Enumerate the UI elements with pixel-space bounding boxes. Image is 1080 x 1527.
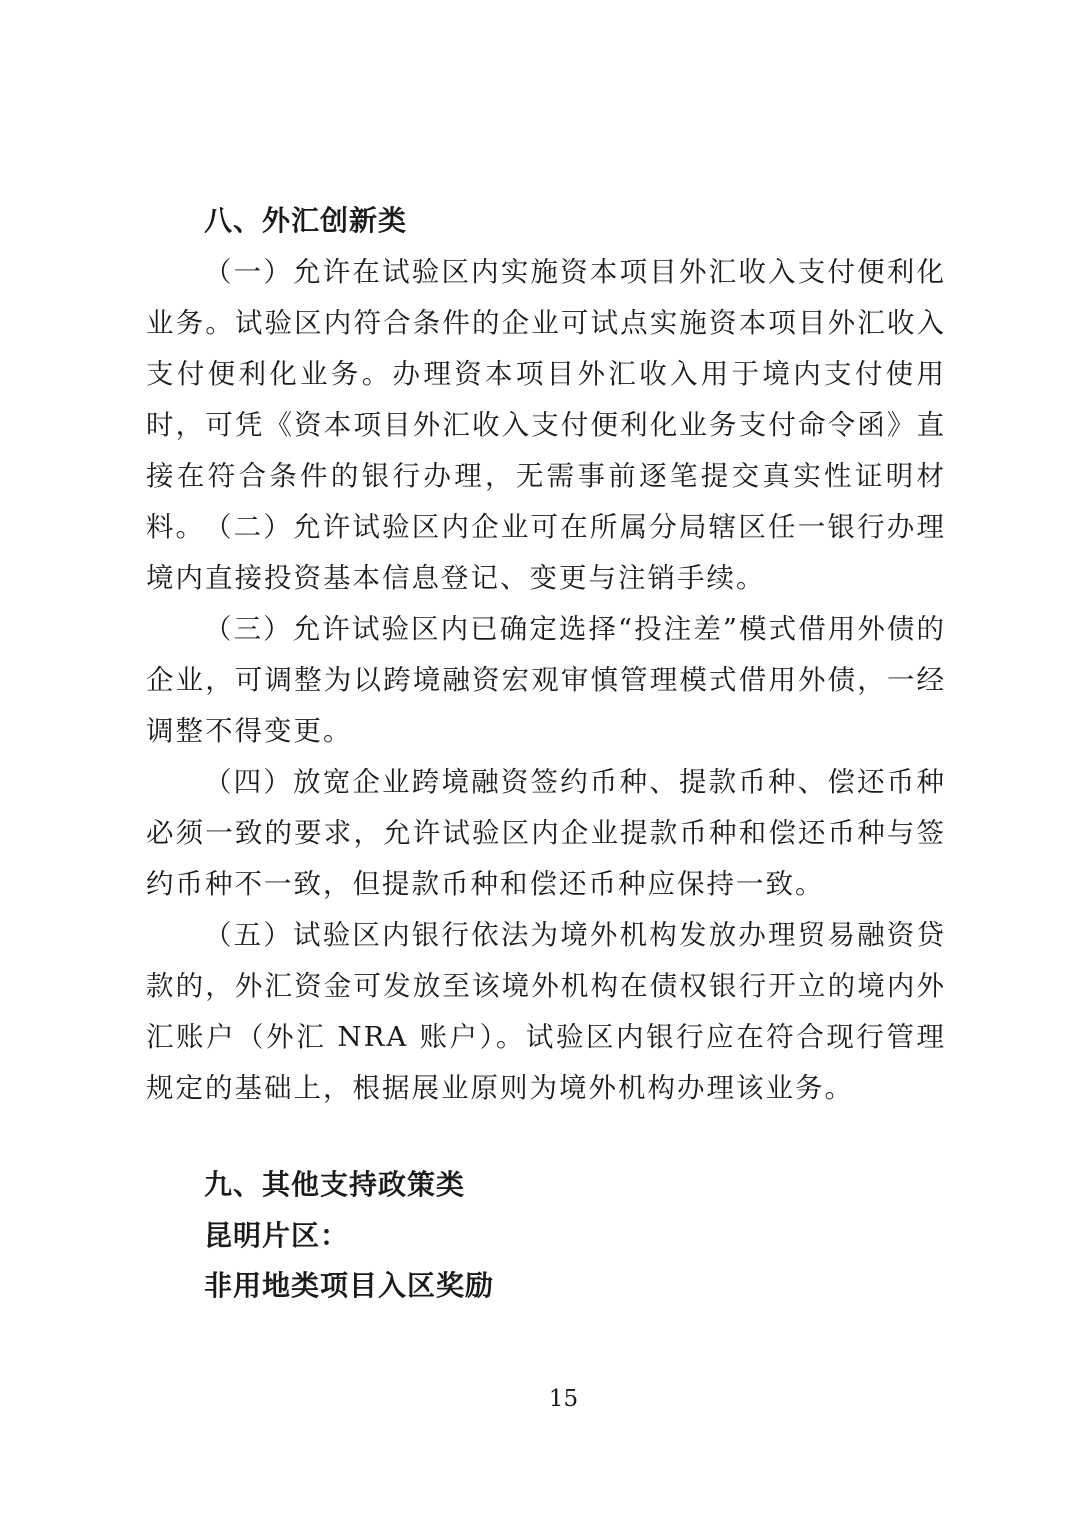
section-8-heading: 八、外汇创新类 <box>204 204 408 237</box>
section-9-heading: 九、其他支持政策类 <box>204 1168 466 1201</box>
page-number: 15 <box>548 1386 579 1412</box>
section-8-paragraph-5: （五）试验区内银行依法为境外机构发放办理贸易融资贷款的，外汇资金可发放至该境外机构在债权银行开立的境内外汇账户（外汇 NRA 账户）。试验区内银行应在符合现行管理规定的基础上，根据展业原则为境外机构办理该业务。 <box>146 919 946 1104</box>
section-9-subtitle: 昆明片区： <box>204 1219 350 1252</box>
section-8-paragraph-3: （三）允许试验区内已确定选择“投注差”模式借用外债的企业，可调整为以跨境融资宏观审慎管理模式借用外债，一经调整不得变更。 <box>146 613 946 747</box>
section-8-paragraph-1: （一）允许在试验区内实施资本项目外汇收入支付便利化业务。试验区内符合条件的企业可试点实施资本项目外汇收入支付便利化业务。办理资本项目外汇收入用于境内支付使用时，可凭《资本项目外汇收入支付便利化业务支付命令函》直接在符合条件的银行办理，无需事前逐笔提交真实性证明材料。 <box>146 256 946 543</box>
section-8-paragraph-4: （四）放宽企业跨境融资签约币种、提款币种、偿还币种必须一致的要求，允许试验区内企业提款币种和偿还币种与签约币种不一致，但提款币种和偿还币种应保持一致。 <box>146 766 946 900</box>
section-8-paragraph-2: （二）允许试验区内企业可在所属分局辖区任一银行办理境内直接投资基本信息登记、变更与注销手续。 <box>146 511 946 594</box>
section-9-item: 非用地类项目入区奖励 <box>204 1269 495 1302</box>
